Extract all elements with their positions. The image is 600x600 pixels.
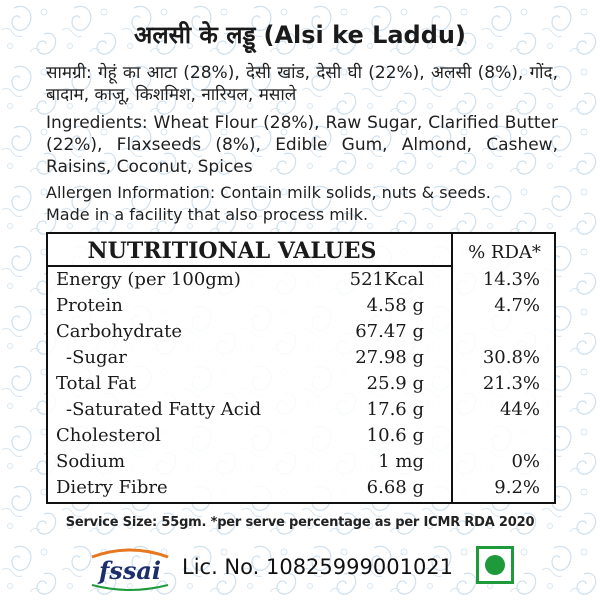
nutrition-row-sugar: [48, 345, 554, 371]
nutrient-name: Dietry Fibre: [56, 477, 168, 498]
nutrient-value: 67.47 g: [355, 321, 424, 342]
fssai-logo-icon: [86, 545, 174, 593]
nutrition-row-energy: [48, 267, 554, 293]
nutrient-value: 25.9 g: [366, 373, 424, 394]
nutrient-name: Sodium: [56, 451, 126, 472]
product-title-hindi: अलसी के लड्डू: [134, 21, 256, 49]
fssai-logo-text: fssai: [98, 556, 162, 585]
nutrient-name: -Sugar: [66, 347, 127, 368]
allergen-line-2: Made in a facility that also process milk.: [46, 205, 369, 224]
nutrient-name: Carbohydrate: [56, 321, 182, 342]
veg-symbol-icon: [476, 546, 514, 584]
veg-dot: [485, 555, 505, 575]
nutrient-rda: 0%: [511, 451, 540, 472]
nutrient-name: Total Fat: [56, 373, 137, 394]
nutrient-name: Energy (per 100gm): [56, 269, 241, 290]
nutrient-name: Protein: [56, 295, 123, 316]
product-title: [0, 18, 600, 51]
nutrient-value: 27.98 g: [355, 347, 424, 368]
nutrient-value: 6.68 g: [366, 477, 424, 498]
ingredients-hindi: सामग्री: गेहूं का आटा (28%), देसी खांड, देसी घी (22%), अलसी (8%), गोंद, बादाम, काजू, किशमिश, नारियल, मसाले: [46, 63, 558, 105]
nutrient-value: 10.6 g: [366, 425, 424, 446]
nutrient-value: 521Kcal: [349, 269, 424, 290]
nutrition-row-carbohydrate: [48, 319, 554, 345]
nutrient-value: 1 mg: [378, 451, 424, 472]
nutrition-row-total-fat: [48, 371, 554, 397]
nutrition-row-sodium: [48, 449, 554, 475]
nutrient-rda: 21.3%: [482, 373, 540, 394]
nutrient-rda: 14.3%: [482, 269, 540, 290]
nutrient-name: Cholesterol: [56, 425, 161, 446]
nutrient-rda: 9.2%: [494, 477, 540, 498]
nutrient-rda: 30.8%: [482, 347, 540, 368]
allergen-info: [46, 182, 558, 226]
nutrient-name: -Saturated Fatty Acid: [66, 399, 262, 420]
nutrient-value: 4.58 g: [366, 295, 424, 316]
nutrition-table: [46, 232, 556, 504]
nutrition-row-protein: [48, 293, 554, 319]
nutrition-row-cholesterol: [48, 423, 554, 449]
nutrient-rda: 44%: [499, 399, 540, 420]
nutrition-row-dietry-fibre: [48, 475, 554, 501]
license-number: Lic. No. 10825999001021: [182, 555, 454, 579]
nutrient-value: 17.6 g: [366, 399, 424, 420]
rda-heading: % RDA*: [468, 242, 541, 263]
product-title-english: (Alsi ke Laddu): [263, 21, 466, 49]
ingredients-english: Ingredients: Wheat Flour (28%), Raw Sugar, Clarified Butter (22%), Flaxseeds (8%), Edible Gum, Almond, Cashew, Raisins, Coconut, Spices: [46, 113, 558, 177]
allergen-line-1: Allergen Information: Contain milk solids, nuts & seeds.: [46, 183, 491, 202]
nutrition-row-saturated-fat: [48, 397, 554, 423]
nutrient-rda: 4.7%: [494, 295, 540, 316]
serving-footnote: Service Size: 55gm. *per serve percentage as per ICMR RDA 2020: [65, 515, 535, 530]
nutrition-heading: NUTRITIONAL VALUES: [87, 238, 377, 264]
